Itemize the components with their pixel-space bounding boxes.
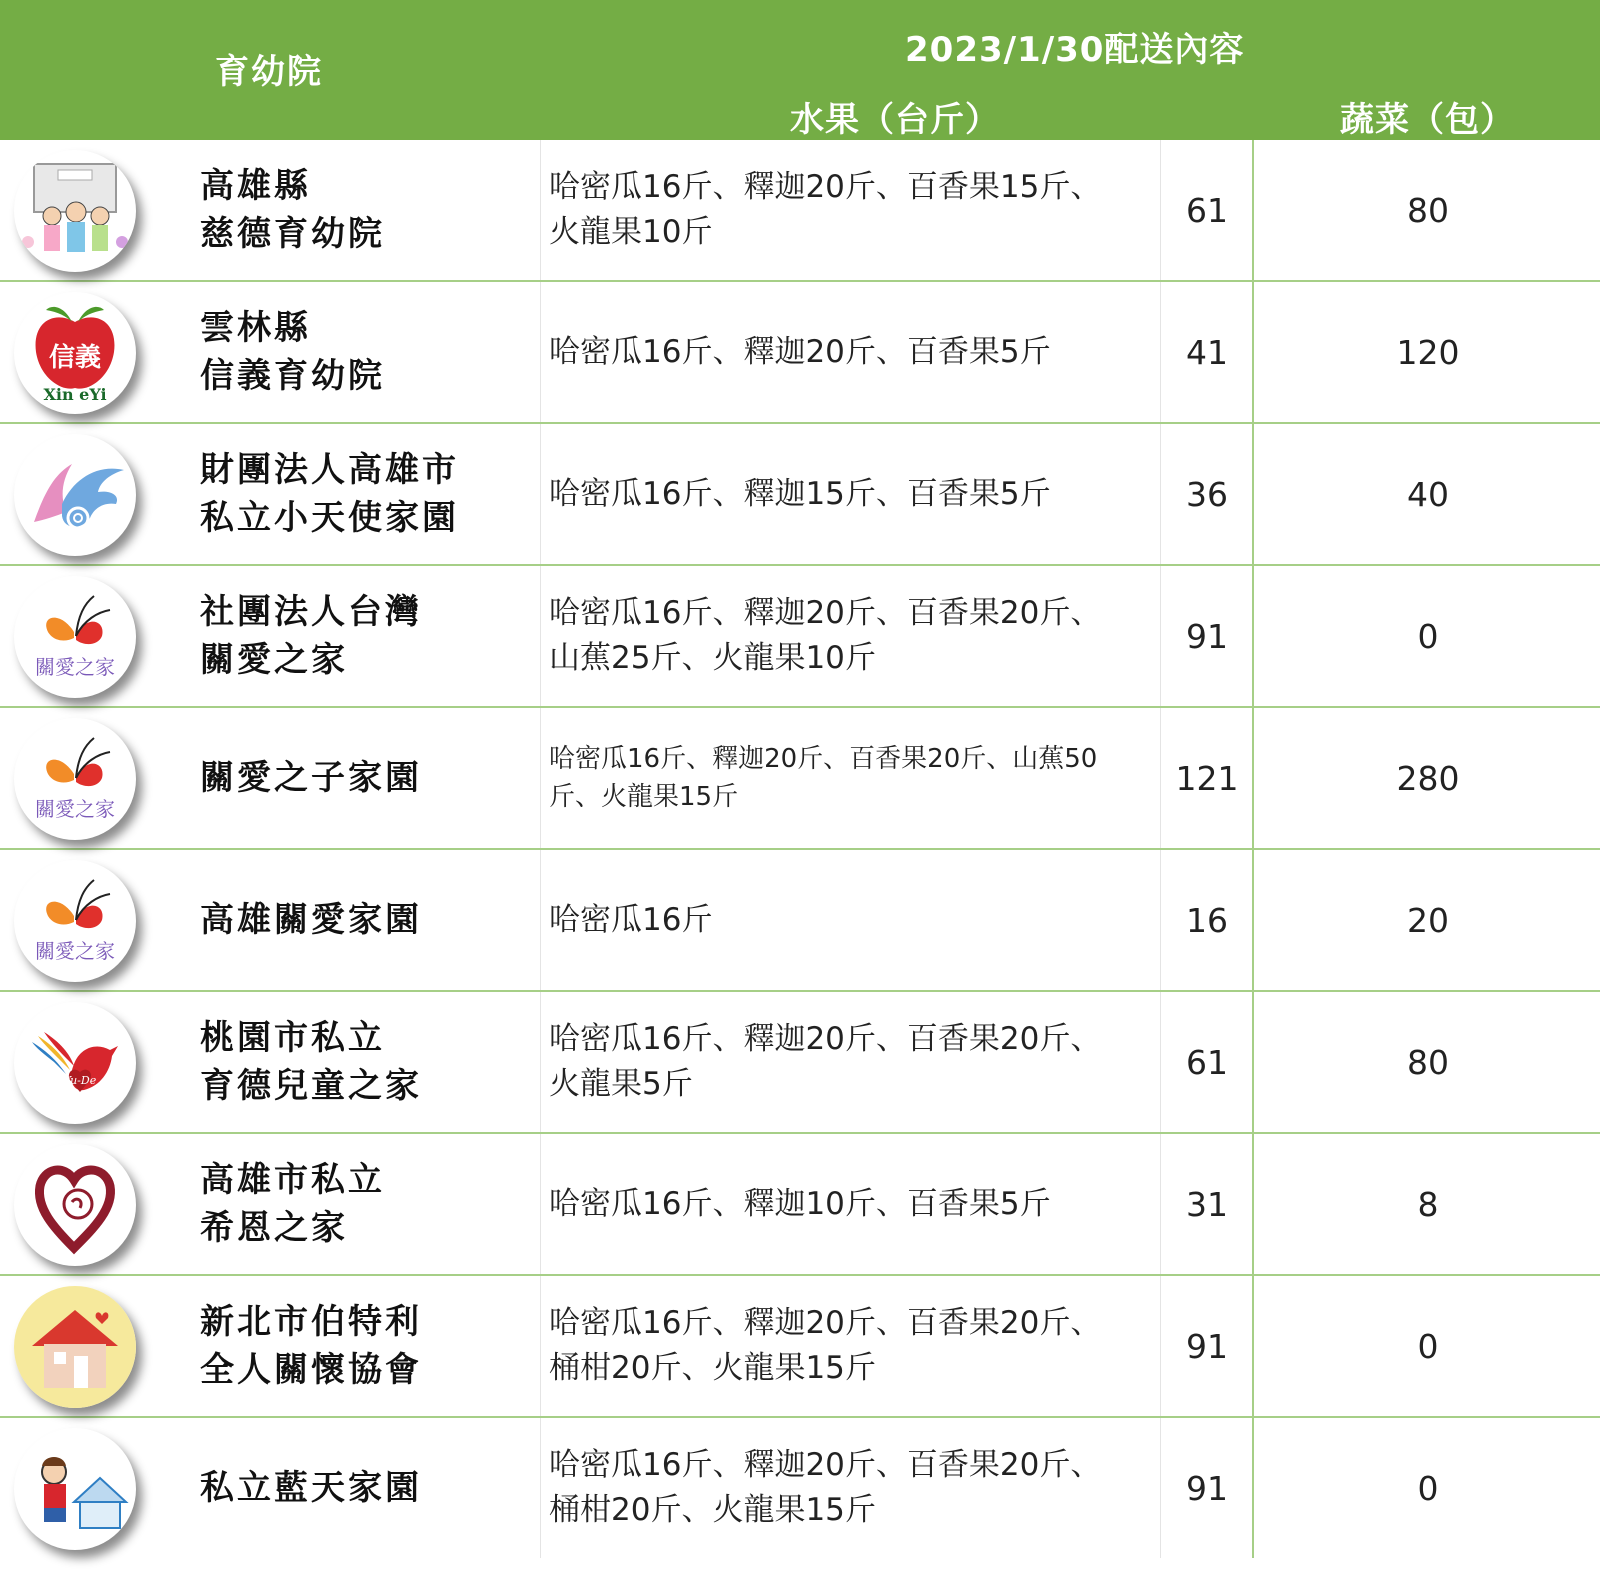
- fruit-total: 16: [1160, 850, 1253, 990]
- kids-drawing-logo-icon: [14, 150, 136, 272]
- org-name: [200, 424, 530, 564]
- fruit-total: 36: [1160, 424, 1253, 564]
- veg-count: 20: [1252, 850, 1600, 990]
- column-header-org: 育幼院: [215, 52, 323, 92]
- org-name: [200, 282, 530, 422]
- butterfly-heart-logo-icon: [14, 576, 136, 698]
- org-name-line1: 關愛之子家園: [200, 758, 422, 798]
- veg-count: 280: [1252, 708, 1600, 848]
- org-name: [200, 1134, 530, 1274]
- veg-count: 80: [1252, 140, 1600, 280]
- table-row: [0, 1134, 1600, 1276]
- fruit-total: 121: [1160, 708, 1253, 848]
- fruit-cell: [540, 1276, 1140, 1416]
- svg-text:Yu-De: Yu-De: [63, 1074, 97, 1087]
- table-header: [0, 0, 1600, 140]
- table-row: [0, 992, 1600, 1134]
- veg-count: 0: [1252, 1418, 1600, 1558]
- table-row: [0, 850, 1600, 992]
- fruit-line1: 哈密瓜16斤、釋迦10斤、百香果5斤: [549, 1185, 1051, 1222]
- fruit-cell: [540, 850, 1140, 990]
- table-row: [0, 282, 1600, 424]
- org-name-line2: 希恩之家: [200, 1208, 348, 1248]
- butterfly-heart-logo-icon: [14, 718, 136, 840]
- org-name-line2: 私立小天使家園: [200, 498, 459, 538]
- table-row: [0, 1418, 1600, 1560]
- org-name-line1: 高雄縣: [200, 166, 311, 206]
- fruit-line1: 哈密瓜16斤、釋迦15斤、百香果5斤: [549, 475, 1051, 512]
- fruit-line1: 哈密瓜16斤: [549, 901, 713, 938]
- delivery-table: [0, 140, 1600, 1560]
- org-name-line1: 新北市伯特利: [200, 1302, 422, 1342]
- fruit-total: 61: [1160, 992, 1253, 1132]
- org-name: [200, 992, 530, 1132]
- house-logo-icon: [14, 1286, 136, 1408]
- fruit-total: 91: [1160, 1276, 1253, 1416]
- angel-wing-logo-icon: [14, 434, 136, 556]
- fruit-cell: [540, 708, 1140, 848]
- fruit-line2: 山蕉25斤、火龍果10斤: [549, 640, 876, 676]
- fruit-cell: [540, 1418, 1140, 1558]
- fruit-line1: 哈密瓜16斤、釋迦20斤、百香果20斤、: [549, 595, 1102, 631]
- org-name: [200, 1418, 530, 1558]
- column-header-fruit: 水果（台斤）: [790, 100, 1000, 140]
- fruit-line2: 桶柑20斤、火龍果15斤: [549, 1492, 876, 1528]
- org-name: [200, 566, 530, 706]
- fruit-total: 61: [1160, 140, 1253, 280]
- org-name-line1: 社團法人台灣: [200, 592, 422, 632]
- fruit-line2: 火龍果10斤: [549, 214, 713, 250]
- svg-text:信義: 信義: [48, 343, 102, 373]
- table-row: [0, 1276, 1600, 1418]
- table-row: [0, 140, 1600, 282]
- fruit-line2: 火龍果5斤: [549, 1066, 693, 1102]
- fruit-total: 91: [1160, 566, 1253, 706]
- fruit-cell: [540, 992, 1140, 1132]
- table-row: [0, 708, 1600, 850]
- child-house-logo-icon: [14, 1428, 136, 1550]
- heart-baby-logo-icon: [14, 1144, 136, 1266]
- delivery-title: 2023/1/30配送內容: [905, 30, 1245, 70]
- fruit-cell: [540, 140, 1140, 280]
- veg-count: 120: [1252, 282, 1600, 422]
- fruit-total: 91: [1160, 1418, 1253, 1558]
- org-name: [200, 140, 530, 280]
- org-name: [200, 850, 530, 990]
- bird-heart-logo-icon: [14, 1002, 136, 1124]
- veg-count: 8: [1252, 1134, 1600, 1274]
- fruit-line1: 哈密瓜16斤、釋迦20斤、百香果20斤、: [549, 1021, 1102, 1057]
- table-row: [0, 424, 1600, 566]
- fruit-line1: 哈密瓜16斤、釋迦20斤、百香果15斤、: [549, 169, 1102, 205]
- fruit-line1: 哈密瓜16斤、釋迦20斤、百香果5斤: [549, 333, 1051, 370]
- org-name-line1: 財團法人高雄市: [200, 450, 459, 490]
- butterfly-heart-logo-icon: [14, 860, 136, 982]
- svg-text:Xin eYi: Xin eYi: [43, 385, 107, 404]
- svg-text:關愛之家: 關愛之家: [35, 797, 115, 821]
- fruit-cell: [540, 1134, 1140, 1274]
- veg-count: 80: [1252, 992, 1600, 1132]
- fruit-line2: 桶柑20斤、火龍果15斤: [549, 1350, 876, 1386]
- red-apple-logo-icon: [14, 292, 136, 414]
- fruit-total: 41: [1160, 282, 1253, 422]
- org-name-line1: 私立藍天家園: [200, 1468, 422, 1508]
- org-name: [200, 708, 530, 848]
- veg-count: 0: [1252, 566, 1600, 706]
- fruit-line2: 斤、火龍果15斤: [549, 782, 739, 812]
- fruit-line1: 哈密瓜16斤、釋迦20斤、百香果20斤、: [549, 1305, 1102, 1341]
- org-name-line2: 關愛之家: [200, 640, 348, 680]
- org-name: [200, 1276, 530, 1416]
- column-header-veg: 蔬菜（包）: [1340, 100, 1515, 140]
- fruit-cell: [540, 424, 1140, 564]
- org-name-line1: 高雄關愛家園: [200, 900, 422, 940]
- org-name-line1: 桃園市私立: [200, 1018, 385, 1058]
- veg-count: 40: [1252, 424, 1600, 564]
- table-row: [0, 566, 1600, 708]
- org-name-line1: 雲林縣: [200, 308, 311, 348]
- org-name-line2: 信義育幼院: [200, 356, 385, 396]
- fruit-line1: 哈密瓜16斤、釋迦20斤、百香果20斤、: [549, 1447, 1102, 1483]
- fruit-line1: 哈密瓜16斤、釋迦20斤、百香果20斤、山蕉50: [549, 744, 1098, 774]
- svg-text:關愛之家: 關愛之家: [35, 939, 115, 963]
- fruit-cell: [540, 282, 1140, 422]
- org-name-line2: 育德兒童之家: [200, 1066, 422, 1106]
- svg-text:關愛之家: 關愛之家: [35, 655, 115, 679]
- org-name-line2: 全人關懷協會: [200, 1350, 422, 1390]
- org-name-line2: 慈德育幼院: [200, 214, 385, 254]
- fruit-total: 31: [1160, 1134, 1253, 1274]
- org-name-line1: 高雄市私立: [200, 1160, 385, 1200]
- fruit-cell: [540, 566, 1140, 706]
- veg-count: 0: [1252, 1276, 1600, 1416]
